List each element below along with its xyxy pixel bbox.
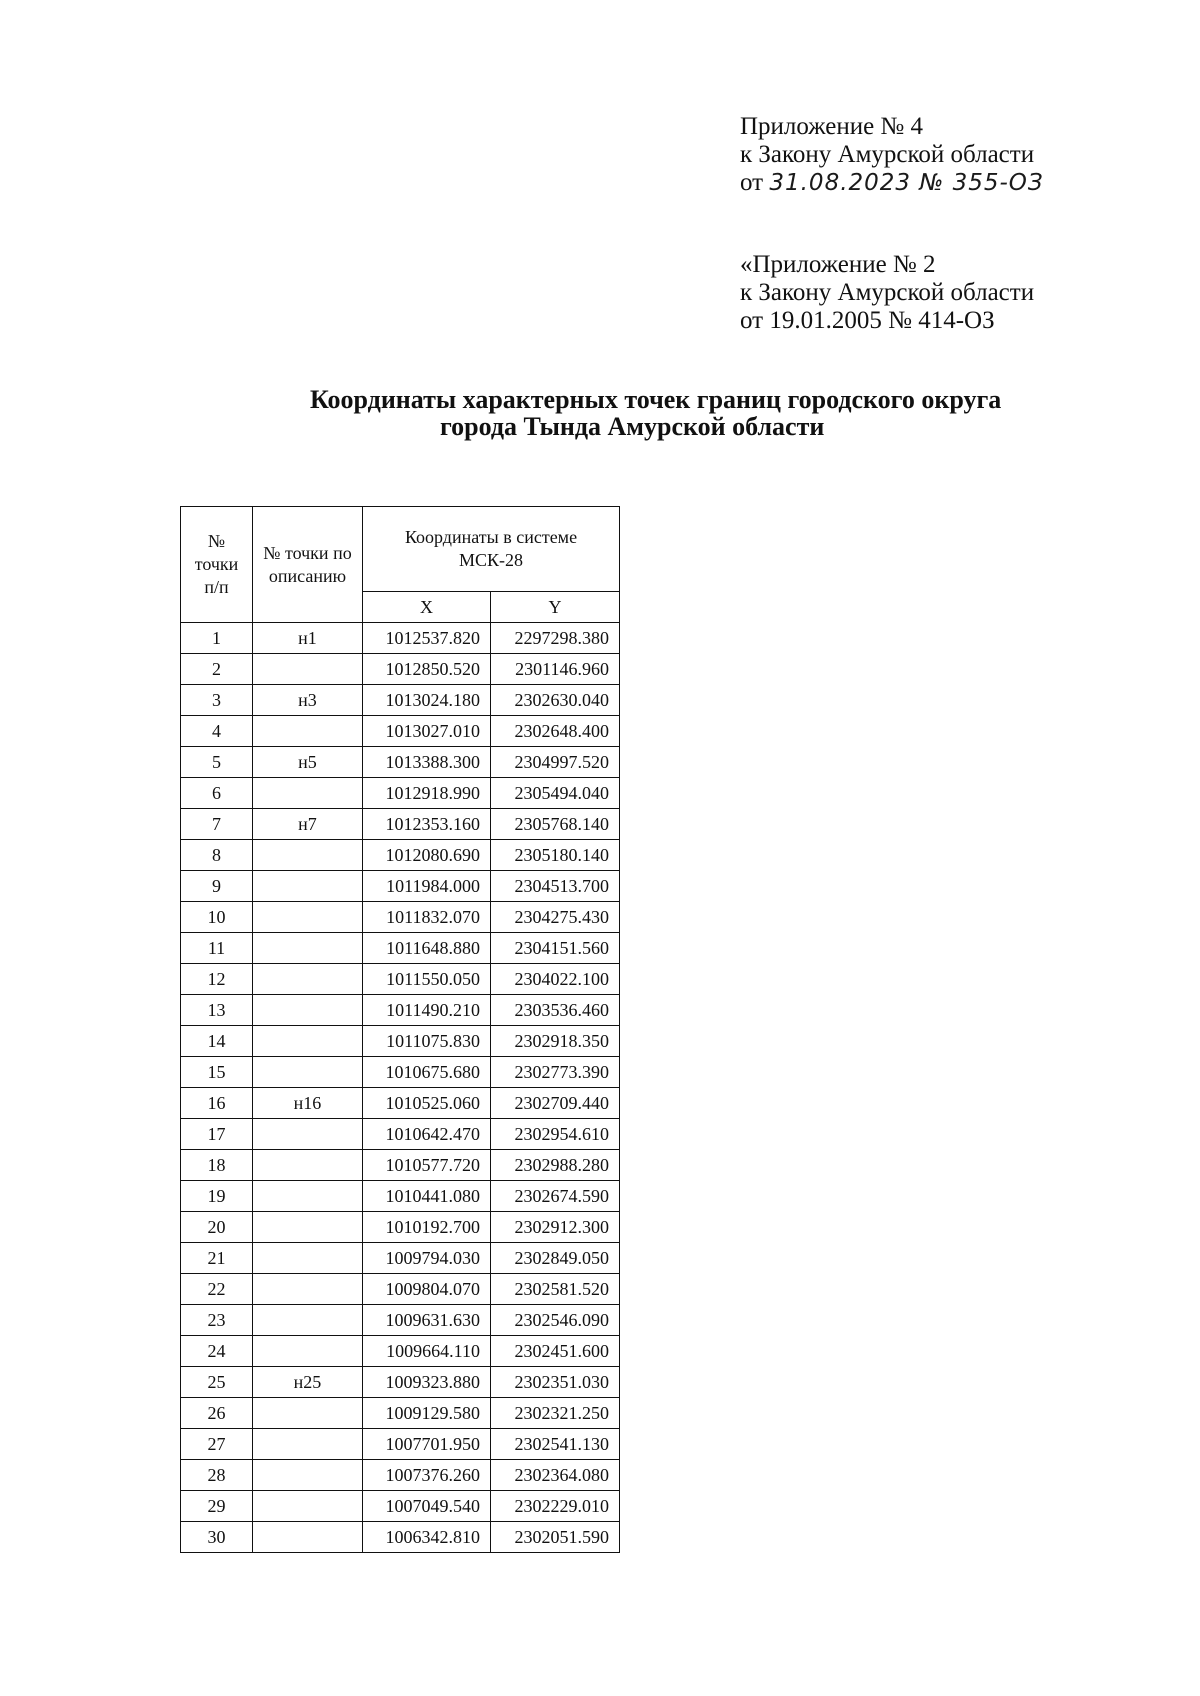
table-row (181, 1212, 620, 1243)
table-row (181, 1119, 620, 1150)
x-coordinate-cell: 1011075.830 (363, 1026, 491, 1057)
description-point-cell (253, 1119, 363, 1150)
x-coordinate-cell: 1007376.260 (363, 1460, 491, 1491)
description-point-cell (253, 933, 363, 964)
point-number-cell: 5 (181, 747, 253, 778)
appendix-4-date-line (740, 169, 1044, 197)
point-number-cell: 21 (181, 1243, 253, 1274)
header-point-number: № точки п/п (181, 507, 253, 623)
point-number-cell: 24 (181, 1336, 253, 1367)
x-coordinate-cell: 1009129.580 (363, 1398, 491, 1429)
y-coordinate-cell: 2304022.100 (491, 964, 620, 995)
x-coordinate-cell: 1012080.690 (363, 840, 491, 871)
table-row (181, 871, 620, 902)
description-point-cell: н3 (253, 685, 363, 716)
description-point-cell (253, 1305, 363, 1336)
description-point-cell (253, 716, 363, 747)
table-row (181, 747, 620, 778)
x-coordinate-cell: 1011490.210 (363, 995, 491, 1026)
point-number-cell: 4 (181, 716, 253, 747)
y-coordinate-cell: 2302709.440 (491, 1088, 620, 1119)
x-coordinate-cell: 1013027.010 (363, 716, 491, 747)
y-coordinate-cell: 2297298.380 (491, 623, 620, 654)
table-row (181, 1522, 620, 1553)
x-coordinate-cell: 1009794.030 (363, 1243, 491, 1274)
table-row (181, 1429, 620, 1460)
x-coordinate-cell: 1010675.680 (363, 1057, 491, 1088)
x-coordinate-cell: 1011984.000 (363, 871, 491, 902)
point-number-cell: 23 (181, 1305, 253, 1336)
x-coordinate-cell: 1007049.540 (363, 1491, 491, 1522)
y-coordinate-cell: 2302630.040 (491, 685, 620, 716)
x-coordinate-cell: 1009323.880 (363, 1367, 491, 1398)
x-coordinate-cell: 1013024.180 (363, 685, 491, 716)
y-coordinate-cell: 2303536.460 (491, 995, 620, 1026)
description-point-cell (253, 1491, 363, 1522)
x-coordinate-cell: 1012850.520 (363, 654, 491, 685)
y-coordinate-cell: 2302674.590 (491, 1181, 620, 1212)
y-coordinate-cell: 2302912.300 (491, 1212, 620, 1243)
coordinates-table-body (181, 623, 620, 1553)
point-number-cell: 25 (181, 1367, 253, 1398)
x-coordinate-cell: 1007701.950 (363, 1429, 491, 1460)
y-coordinate-cell: 2302451.600 (491, 1336, 620, 1367)
y-coordinate-cell: 2302351.030 (491, 1367, 620, 1398)
point-number-cell: 9 (181, 871, 253, 902)
y-coordinate-cell: 2302364.080 (491, 1460, 620, 1491)
x-coordinate-cell: 1012353.160 (363, 809, 491, 840)
description-point-cell (253, 1336, 363, 1367)
description-point-cell (253, 1522, 363, 1553)
document-title-line-1: Координаты характерных точек границ городского округа (310, 385, 1002, 414)
table-row (181, 1088, 620, 1119)
y-coordinate-cell: 2305494.040 (491, 778, 620, 809)
point-number-cell: 10 (181, 902, 253, 933)
table-row (181, 1305, 620, 1336)
table-row (181, 1491, 620, 1522)
point-number-cell: 18 (181, 1150, 253, 1181)
x-coordinate-cell: 1012537.820 (363, 623, 491, 654)
appendix-4-law-ref: к Закону Амурской области (740, 141, 1035, 168)
coordinates-table (180, 506, 620, 1553)
point-number-cell: 19 (181, 1181, 253, 1212)
description-point-cell (253, 1460, 363, 1491)
x-coordinate-cell: 1010525.060 (363, 1088, 491, 1119)
description-point-cell (253, 1212, 363, 1243)
x-coordinate-cell: 1010192.700 (363, 1212, 491, 1243)
x-coordinate-cell: 1012918.990 (363, 778, 491, 809)
point-number-cell: 1 (181, 623, 253, 654)
description-point-cell (253, 871, 363, 902)
description-point-cell (253, 1429, 363, 1460)
x-coordinate-cell: 1009804.070 (363, 1274, 491, 1305)
table-row (181, 1367, 620, 1398)
y-coordinate-cell: 2302773.390 (491, 1057, 620, 1088)
table-row (181, 685, 620, 716)
point-number-cell: 20 (181, 1212, 253, 1243)
table-row (181, 840, 620, 871)
table-row (181, 1398, 620, 1429)
description-point-cell (253, 1150, 363, 1181)
point-number-cell: 13 (181, 995, 253, 1026)
x-coordinate-cell: 1011648.880 (363, 933, 491, 964)
table-row (181, 1026, 620, 1057)
point-number-cell: 14 (181, 1026, 253, 1057)
y-coordinate-cell: 2302229.010 (491, 1491, 620, 1522)
description-point-cell (253, 1274, 363, 1305)
description-point-cell (253, 1057, 363, 1088)
point-number-cell: 2 (181, 654, 253, 685)
table-row (181, 1243, 620, 1274)
header-y: Y (491, 592, 620, 623)
appendix-2-date-line: от 19.01.2005 № 414-ОЗ (740, 307, 995, 334)
y-coordinate-cell: 2302648.400 (491, 716, 620, 747)
point-number-cell: 30 (181, 1522, 253, 1553)
table-row (181, 778, 620, 809)
point-number-cell: 8 (181, 840, 253, 871)
y-coordinate-cell: 2301146.960 (491, 654, 620, 685)
description-point-cell (253, 1026, 363, 1057)
table-row (181, 623, 620, 654)
point-number-cell: 7 (181, 809, 253, 840)
point-number-cell: 3 (181, 685, 253, 716)
appendix-4-date-prefix: от (740, 169, 764, 196)
table-row (181, 995, 620, 1026)
point-number-cell: 12 (181, 964, 253, 995)
x-coordinate-cell: 1011550.050 (363, 964, 491, 995)
header-coordinates-system: Координаты в системе МСК-28 (363, 507, 620, 592)
x-coordinate-cell: 1010642.470 (363, 1119, 491, 1150)
x-coordinate-cell: 1010577.720 (363, 1150, 491, 1181)
y-coordinate-cell: 2304513.700 (491, 871, 620, 902)
appendix-2-law-ref: к Закону Амурской области (740, 279, 1035, 306)
description-point-cell: н16 (253, 1088, 363, 1119)
description-point-cell (253, 840, 363, 871)
y-coordinate-cell: 2304997.520 (491, 747, 620, 778)
y-coordinate-cell: 2305768.140 (491, 809, 620, 840)
appendix-4-heading: Приложение № 4 (740, 113, 924, 140)
description-point-cell: н25 (253, 1367, 363, 1398)
header-x: X (363, 592, 491, 623)
x-coordinate-cell: 1006342.810 (363, 1522, 491, 1553)
table-row (181, 1150, 620, 1181)
table-row (181, 1181, 620, 1212)
document-title-line-2: города Тында Амурской области (440, 412, 825, 441)
description-point-cell: н7 (253, 809, 363, 840)
point-number-cell: 28 (181, 1460, 253, 1491)
description-point-cell (253, 778, 363, 809)
point-number-cell: 29 (181, 1491, 253, 1522)
coordinates-table-wrapper (180, 506, 620, 1553)
x-coordinate-cell: 1010441.080 (363, 1181, 491, 1212)
description-point-cell (253, 1398, 363, 1429)
table-row (181, 933, 620, 964)
y-coordinate-cell: 2302581.520 (491, 1274, 620, 1305)
table-row (181, 1274, 620, 1305)
y-coordinate-cell: 2304275.430 (491, 902, 620, 933)
point-number-cell: 16 (181, 1088, 253, 1119)
appendix-2-block (740, 251, 1034, 335)
point-number-cell: 17 (181, 1119, 253, 1150)
table-row (181, 809, 620, 840)
point-number-cell: 15 (181, 1057, 253, 1088)
point-number-cell: 27 (181, 1429, 253, 1460)
y-coordinate-cell: 2302988.280 (491, 1150, 620, 1181)
description-point-cell (253, 1181, 363, 1212)
handwritten-date-number: 31.08.2023 № 355-ОЗ (769, 170, 1044, 196)
description-point-cell (253, 654, 363, 685)
x-coordinate-cell: 1009664.110 (363, 1336, 491, 1367)
y-coordinate-cell: 2302541.130 (491, 1429, 620, 1460)
y-coordinate-cell: 2302051.590 (491, 1522, 620, 1553)
point-number-cell: 26 (181, 1398, 253, 1429)
header-description-point: № точки по описанию (253, 507, 363, 623)
table-row (181, 1336, 620, 1367)
table-row (181, 964, 620, 995)
table-row (181, 902, 620, 933)
description-point-cell (253, 964, 363, 995)
description-point-cell: н1 (253, 623, 363, 654)
x-coordinate-cell: 1009631.630 (363, 1305, 491, 1336)
point-number-cell: 11 (181, 933, 253, 964)
table-row (181, 654, 620, 685)
y-coordinate-cell: 2302321.250 (491, 1398, 620, 1429)
table-row (181, 716, 620, 747)
y-coordinate-cell: 2305180.140 (491, 840, 620, 871)
point-number-cell: 22 (181, 1274, 253, 1305)
description-point-cell: н5 (253, 747, 363, 778)
table-row (181, 1460, 620, 1491)
y-coordinate-cell: 2302918.350 (491, 1026, 620, 1057)
x-coordinate-cell: 1013388.300 (363, 747, 491, 778)
y-coordinate-cell: 2304151.560 (491, 933, 620, 964)
appendix-4-block (740, 113, 1044, 197)
description-point-cell (253, 1243, 363, 1274)
y-coordinate-cell: 2302546.090 (491, 1305, 620, 1336)
description-point-cell (253, 902, 363, 933)
appendix-2-heading: «Приложение № 2 (740, 251, 936, 278)
y-coordinate-cell: 2302849.050 (491, 1243, 620, 1274)
point-number-cell: 6 (181, 778, 253, 809)
description-point-cell (253, 995, 363, 1026)
x-coordinate-cell: 1011832.070 (363, 902, 491, 933)
table-row (181, 1057, 620, 1088)
y-coordinate-cell: 2302954.610 (491, 1119, 620, 1150)
